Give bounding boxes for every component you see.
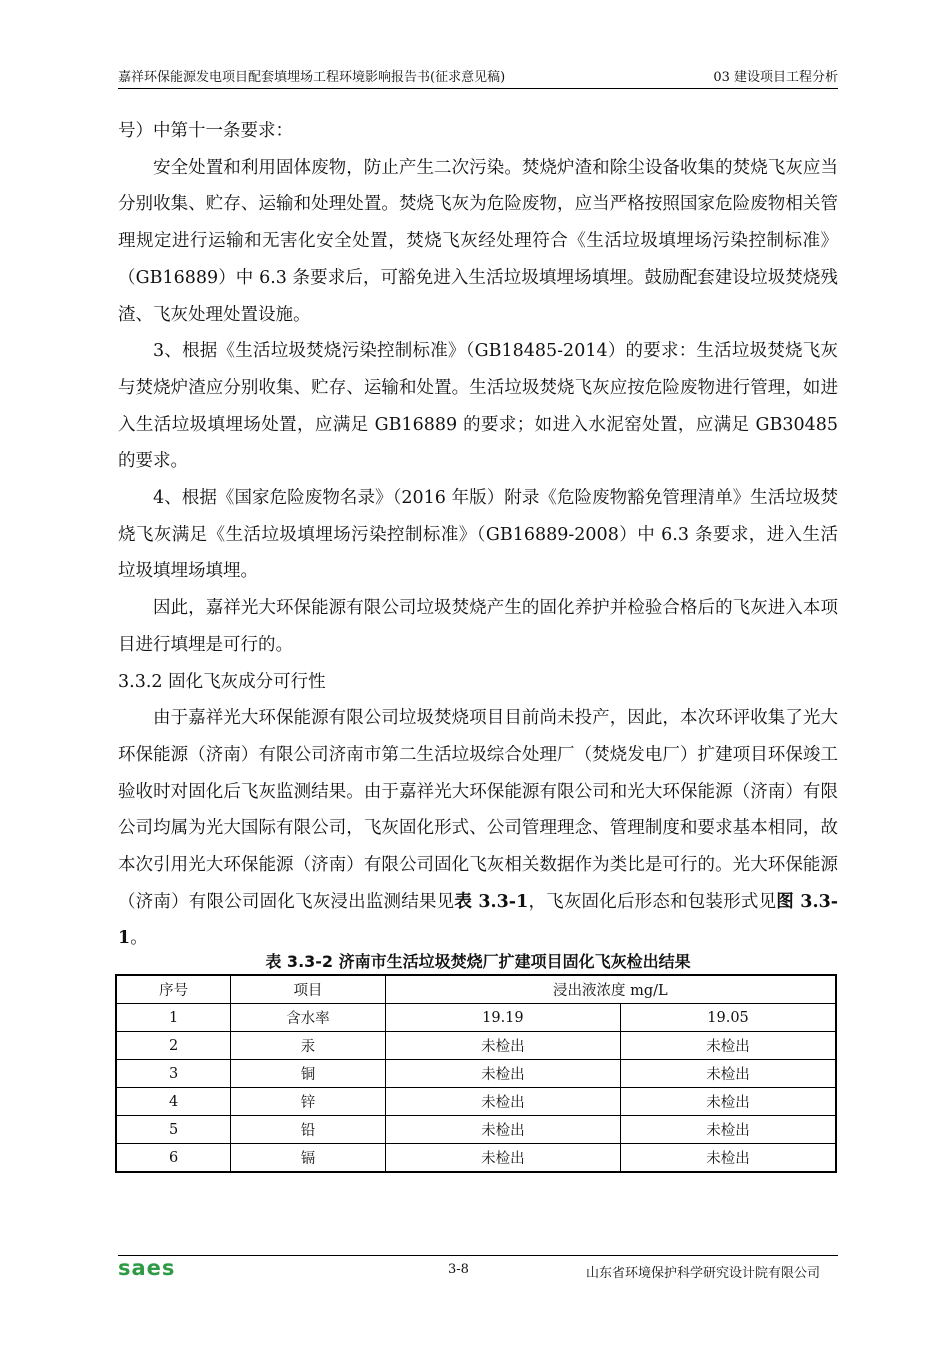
paragraph: 号）中第十一条要求：: [118, 121, 293, 141]
saes-logo: saes: [118, 1256, 176, 1280]
section-heading: 3.3.2 固化飞灰成分可行性: [118, 671, 326, 692]
table-cell: 5: [116, 1116, 231, 1144]
table-cell: 6: [116, 1144, 231, 1173]
table-cell: 未检出: [621, 1116, 836, 1144]
table-cell: 镉: [231, 1144, 386, 1173]
table-cell: 未检出: [385, 1060, 620, 1088]
table-cell: 汞: [231, 1032, 386, 1060]
table-row: [116, 1032, 836, 1060]
table-cell: 未检出: [385, 1144, 620, 1173]
table-cell: 铜: [231, 1060, 386, 1088]
header-cell: 项目: [231, 975, 386, 1004]
table-cell: 19.19: [385, 1004, 620, 1032]
paragraph: 3、根据《生活垃圾焚烧污染控制标准》（GB18485-2014）的要求：生活垃圾焚烧飞灰与焚烧炉渣应分别收集、贮存、运输和处置。生活垃圾焚烧飞灰应按危险废物进行管理，如进入生活垃圾填埋场处置，应满足 GB16889 的要求；如进入水泥窑处置，应满足 GB30485 的要求。: [118, 341, 838, 472]
table-row: [116, 1144, 836, 1173]
table-cell: 未检出: [621, 1088, 836, 1116]
table-cell: 未检出: [385, 1032, 620, 1060]
header-title: 嘉祥环保能源发电项目配套填埋场工程环境影响报告书(征求意见稿): [118, 70, 506, 85]
table-cell: 锌: [231, 1088, 386, 1116]
table-cell: 铅: [231, 1116, 386, 1144]
table-cell: 1: [116, 1004, 231, 1032]
table-header-row: [116, 975, 836, 1004]
table-row: [116, 1060, 836, 1088]
header-section: 03 建设项目工程分析: [713, 70, 838, 85]
organization-name: 山东省环境保护科学研究设计院有限公司: [585, 1266, 820, 1281]
paragraph-text: 。: [130, 928, 148, 949]
footer-rule: [118, 1255, 838, 1256]
table-cell: 19.05: [621, 1004, 836, 1032]
header-cell: 浸出液浓度 mg/L: [385, 975, 836, 1004]
page-header: [118, 66, 838, 85]
results-table: [115, 974, 837, 1173]
body-text: [118, 113, 838, 957]
table-cell: 2: [116, 1032, 231, 1060]
table-cell: 未检出: [385, 1116, 620, 1144]
table-cell: 未检出: [621, 1144, 836, 1173]
table-row: [116, 1088, 836, 1116]
table-reference[interactable]: 表 3.3-1: [454, 891, 529, 912]
header-rule: [118, 88, 838, 89]
page-number: 3-8: [448, 1262, 469, 1277]
paragraph: 安全处置和利用固体废物，防止产生二次污染。焚烧炉渣和除尘设备收集的焚烧飞灰应当分别收集、贮存、运输和处理处置。焚烧飞灰为危险废物，应当严格按照国家危险废物相关管理规定进行运输和无害化安全处置，焚烧飞灰经处理符合《生活垃圾填埋场污染控制标准》（GB16889）中 6.3 条要求后，可豁免进入生活垃圾填埋场填埋。鼓励配套建设垃圾焚烧残渣、飞灰处理处置设施。: [118, 157, 838, 325]
table-row: [116, 1116, 836, 1144]
paragraph-text: ，飞灰固化后形态和包装形式见: [528, 891, 777, 912]
table-row: [116, 1004, 836, 1032]
table-cell: 未检出: [621, 1032, 836, 1060]
paragraph: [118, 700, 838, 957]
paragraph-text: 由于嘉祥光大环保能源有限公司垃圾焚烧项目目前尚未投产，因此，本次环评收集了光大环保能源（济南）有限公司济南市第二生活垃圾综合处理厂（焚烧发电厂）扩建项目环保竣工验收时对固化后飞灰监测结果。由于嘉祥光大环保能源有限公司和光大环保能源（济南）有限公司均属为光大国际有限公司，飞灰固化形式、公司管理理念、管理制度和要求基本相同，故本次引用光大环保能源（济南）有限公司固化飞灰相关数据作为类比是可行的。光大环保能源（济南）有限公司固化飞灰浸出监测结果见: [118, 708, 838, 912]
table-cell: 未检出: [621, 1060, 836, 1088]
table-cell: 4: [116, 1088, 231, 1116]
paragraph: 因此，嘉祥光大环保能源有限公司垃圾焚烧产生的固化养护并检验合格后的飞灰进入本项目进行填埋是可行的。: [118, 598, 838, 655]
table-cell: 3: [116, 1060, 231, 1088]
table-caption: 表 3.3-2 济南市生活垃圾焚烧厂扩建项目固化飞灰检出结果: [265, 952, 691, 971]
figure-reference[interactable]: 图 3.3-1: [118, 891, 839, 949]
table-cell: 含水率: [231, 1004, 386, 1032]
table-cell: 未检出: [385, 1088, 620, 1116]
header-cell: 序号: [116, 975, 231, 1004]
paragraph: 4、根据《国家危险废物名录》（2016 年版）附录《危险废物豁免管理清单》生活垃圾焚烧飞灰满足《生活垃圾填埋场污染控制标准》（GB16889-2008）中 6.3 条要求，进入生活垃圾填埋场填埋。: [118, 488, 838, 582]
